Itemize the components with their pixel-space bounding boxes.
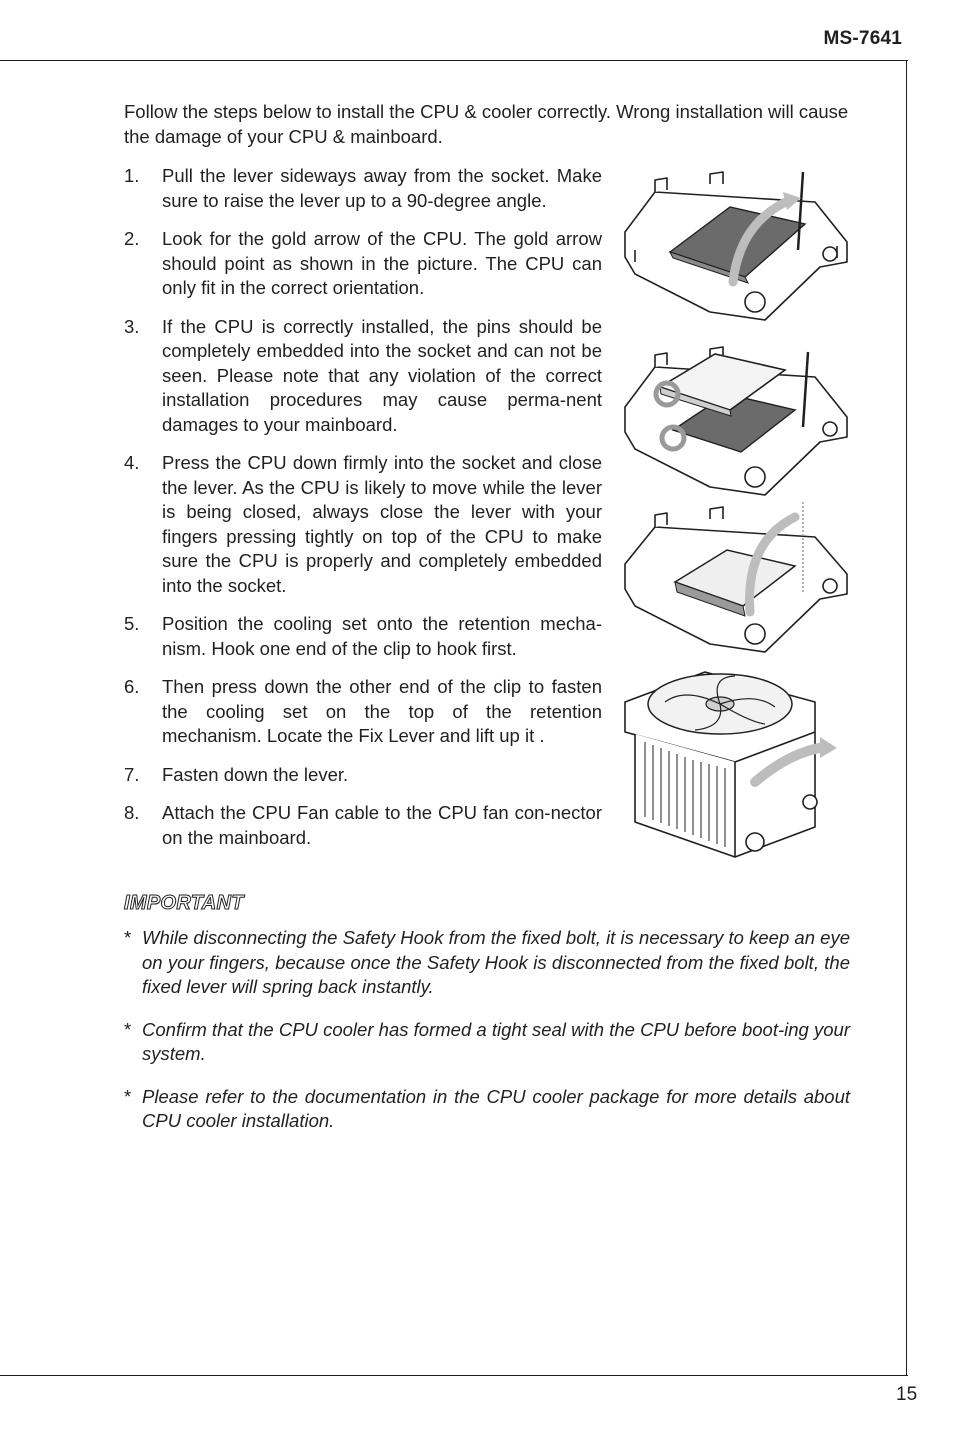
step-number: 1. [124, 165, 140, 186]
step-item [124, 801, 602, 850]
step-text: Pull the lever sideways away from the socket. Make sure to raise the lever up to a 90-degree angle. [162, 165, 602, 211]
step-item [124, 451, 602, 598]
step-item [124, 675, 602, 749]
step-text: Attach the CPU Fan cable to the CPU fan con-nector on the mainboard. [162, 802, 602, 848]
step-number: 4. [124, 452, 140, 473]
socket-lever-raised-illustration [615, 162, 855, 332]
model-number: MS-7641 [823, 28, 902, 49]
note-item [124, 1018, 850, 1067]
illustrations-column [615, 162, 855, 862]
note-bullet: * [124, 1018, 132, 1040]
step-item [124, 612, 602, 661]
note-text: While disconnecting the Safety Hook from the fixed bolt, it is necessary to keep an eye on your fingers, because once the Safety Hook is disconnected from the fixed bolt, the fixed lever will spring back instantly. [142, 927, 850, 997]
important-heading: IMPORTANT [124, 892, 244, 914]
step-item [124, 763, 602, 788]
page-number: 15 [896, 1384, 918, 1405]
intro-paragraph: Follow the steps below to install the CPU & cooler correctly. Wrong installation will cause the damage of your CPU & mainboard. [124, 101, 849, 147]
important-notes-list [124, 926, 850, 1152]
step-item [124, 227, 602, 301]
step-number: 6. [124, 676, 140, 697]
note-item [124, 926, 850, 1000]
step-text: Press the CPU down firmly into the socket and close the lever. As the CPU is likely to move while the lever is being closed, always close the lever with your fingers pressing tightly on top of the CPU to make sure the CPU is properly and completely embedded into the socket. [162, 452, 602, 596]
step-number: 7. [124, 763, 140, 785]
step-text: Fasten down the lever. [162, 763, 349, 785]
socket-lever-closing-illustration [615, 502, 855, 662]
step-text: Then press down the other end of the clip to fasten the cooling set on the top of the retention mechanism. Locate the Fix Lever and lift up it . [162, 676, 602, 746]
step-text: If the CPU is correctly installed, the pins should be completely embedded into the socket and can not be seen. Please note that any violation of the correct installation procedures may cause perma-nent damages to your mainboard. [162, 315, 602, 435]
note-bullet: * [124, 1085, 132, 1107]
step-text: Position the cooling set onto the retention mecha-nism. Hook one end of the clip to hook first. [162, 613, 602, 659]
note-text: Confirm that the CPU cooler has formed a tight seal with the CPU before boot-ing your system. [142, 1018, 850, 1064]
step-number: 2. [124, 228, 140, 249]
step-number: 8. [124, 802, 140, 823]
step-item [124, 315, 602, 438]
note-text: Please refer to the documentation in the CPU cooler package for more details about CPU cooler installation. [142, 1085, 850, 1131]
note-bullet: * [124, 927, 132, 948]
header-rule [0, 60, 908, 61]
step-number: 5. [124, 613, 140, 634]
margin-rule [906, 60, 907, 1376]
note-item [124, 1085, 850, 1134]
step-item [124, 164, 602, 213]
cpu-placement-illustration [615, 332, 855, 502]
cpu-cooler-illustration [615, 662, 855, 862]
install-steps-list [124, 164, 602, 864]
step-number: 3. [124, 315, 140, 337]
step-text: Look for the gold arrow of the CPU. The gold arrow should point as shown in the picture. The CPU can only fit in the correct orientation. [162, 228, 602, 298]
footer-rule [0, 1375, 908, 1376]
